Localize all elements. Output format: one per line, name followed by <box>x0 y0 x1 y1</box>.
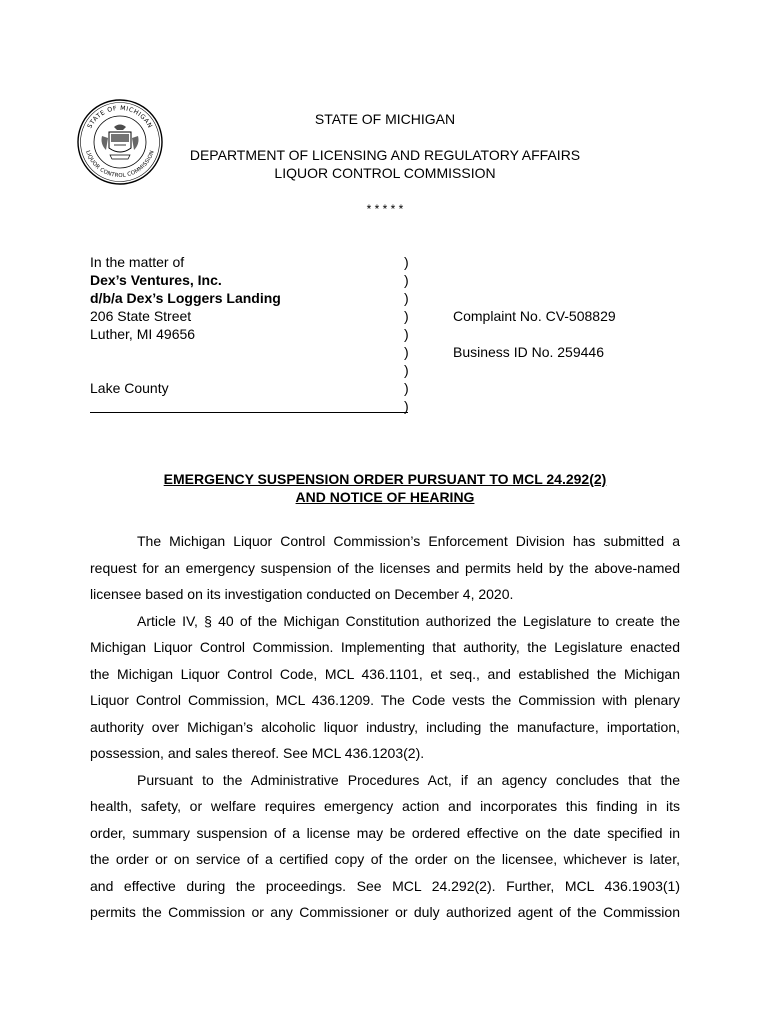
caption-dba: d/b/a Dex’s Loggers Landing <box>90 290 281 306</box>
body-text <box>90 528 680 926</box>
header-state: STATE OF MICHIGAN <box>314 111 456 127</box>
body-line: Article IV, § 40 of the Michigan Constitution authorized the Legislature to create the <box>137 612 680 629</box>
order-title-line1: EMERGENCY SUSPENSION ORDER PURSUANT TO MCL 24.292(2) <box>163 471 607 487</box>
body-line: possession, and sales thereof. See MCL 436.1203(2). <box>90 745 425 761</box>
body-line: health, safety, or welfare requires emergency action and incorporates this finding in its <box>90 798 680 814</box>
paragraph-1 <box>90 528 680 608</box>
body-line: authority over Michigan’s alcoholic liquor industry, including the manufacture, importation, <box>90 718 680 735</box>
body-line: Liquor Control Commission, MCL 436.1209. The Code vests the Commission with plenary <box>90 692 680 708</box>
business-id: Business ID No. 259446 <box>453 344 604 360</box>
caption-county: Lake County <box>90 380 169 396</box>
state-seal-icon <box>76 98 164 186</box>
paragraph-2 <box>90 608 680 767</box>
body-line: permits the Commission or any Commissioner or duly authorized agent of the Commission <box>90 904 680 920</box>
seal-bottom-text: LIQUOR CONTROL COMMISSION <box>84 149 156 180</box>
caption-paren: ) <box>404 254 409 270</box>
body-line: the Michigan Liquor Control Code, MCL 436.1101, et seq., and established the Michigan <box>90 665 680 682</box>
paragraph-3 <box>90 767 680 926</box>
caption-paren: ) <box>404 380 409 396</box>
body-line: request for an emergency suspension of the licenses and permits held by the above-named <box>90 559 680 576</box>
caption-underline <box>90 412 408 413</box>
caption-paren: ) <box>404 290 409 306</box>
caption-paren: ) <box>404 308 409 324</box>
seal-top-text: STATE OF MICHIGAN <box>86 104 154 130</box>
body-line: Michigan Liquor Control Commission. Implementing that authority, the Legislature enacted <box>90 639 680 655</box>
caption-paren: ) <box>404 398 409 414</box>
caption-paren: ) <box>404 344 409 360</box>
caption-paren: ) <box>404 326 409 342</box>
body-line: licensee based on its investigation conducted on December 4, 2020. <box>90 586 514 602</box>
body-line: the order or on service of a certified copy of the order on the licensee, whichever is later, <box>90 851 680 867</box>
caption-paren: ) <box>404 272 409 288</box>
svg-text:LIQUOR CONTROL COMMISSION <box>84 150 155 179</box>
body-line: Pursuant to the Administrative Procedures Act, if an agency concludes that the <box>137 771 680 788</box>
caption-street: 206 State Street <box>90 308 192 324</box>
body-line: order, summary suspension of a license may be ordered effective on the date specified in <box>90 824 680 841</box>
header-department: DEPARTMENT OF LICENSING AND REGULATORY AFFAIRS <box>189 147 581 163</box>
caption-in-matter: In the matter of <box>90 254 185 270</box>
caption-city: Luther, MI 49656 <box>90 326 196 342</box>
header-separator: * * * * * <box>366 202 404 216</box>
header-commission: LIQUOR CONTROL COMMISSION <box>274 165 496 181</box>
order-title-line2: AND NOTICE OF HEARING <box>295 489 475 505</box>
body-line: and effective during the proceedings. See MCL 24.292(2). Further, MCL 436.1903(1) <box>90 877 680 894</box>
caption-paren: ) <box>404 362 409 378</box>
caption-licensee: Dex’s Ventures, Inc. <box>90 272 222 288</box>
complaint-number: Complaint No. CV-508829 <box>453 308 616 324</box>
body-line: The Michigan Liquor Control Commission’s Enforcement Division has submitted a <box>137 533 680 549</box>
